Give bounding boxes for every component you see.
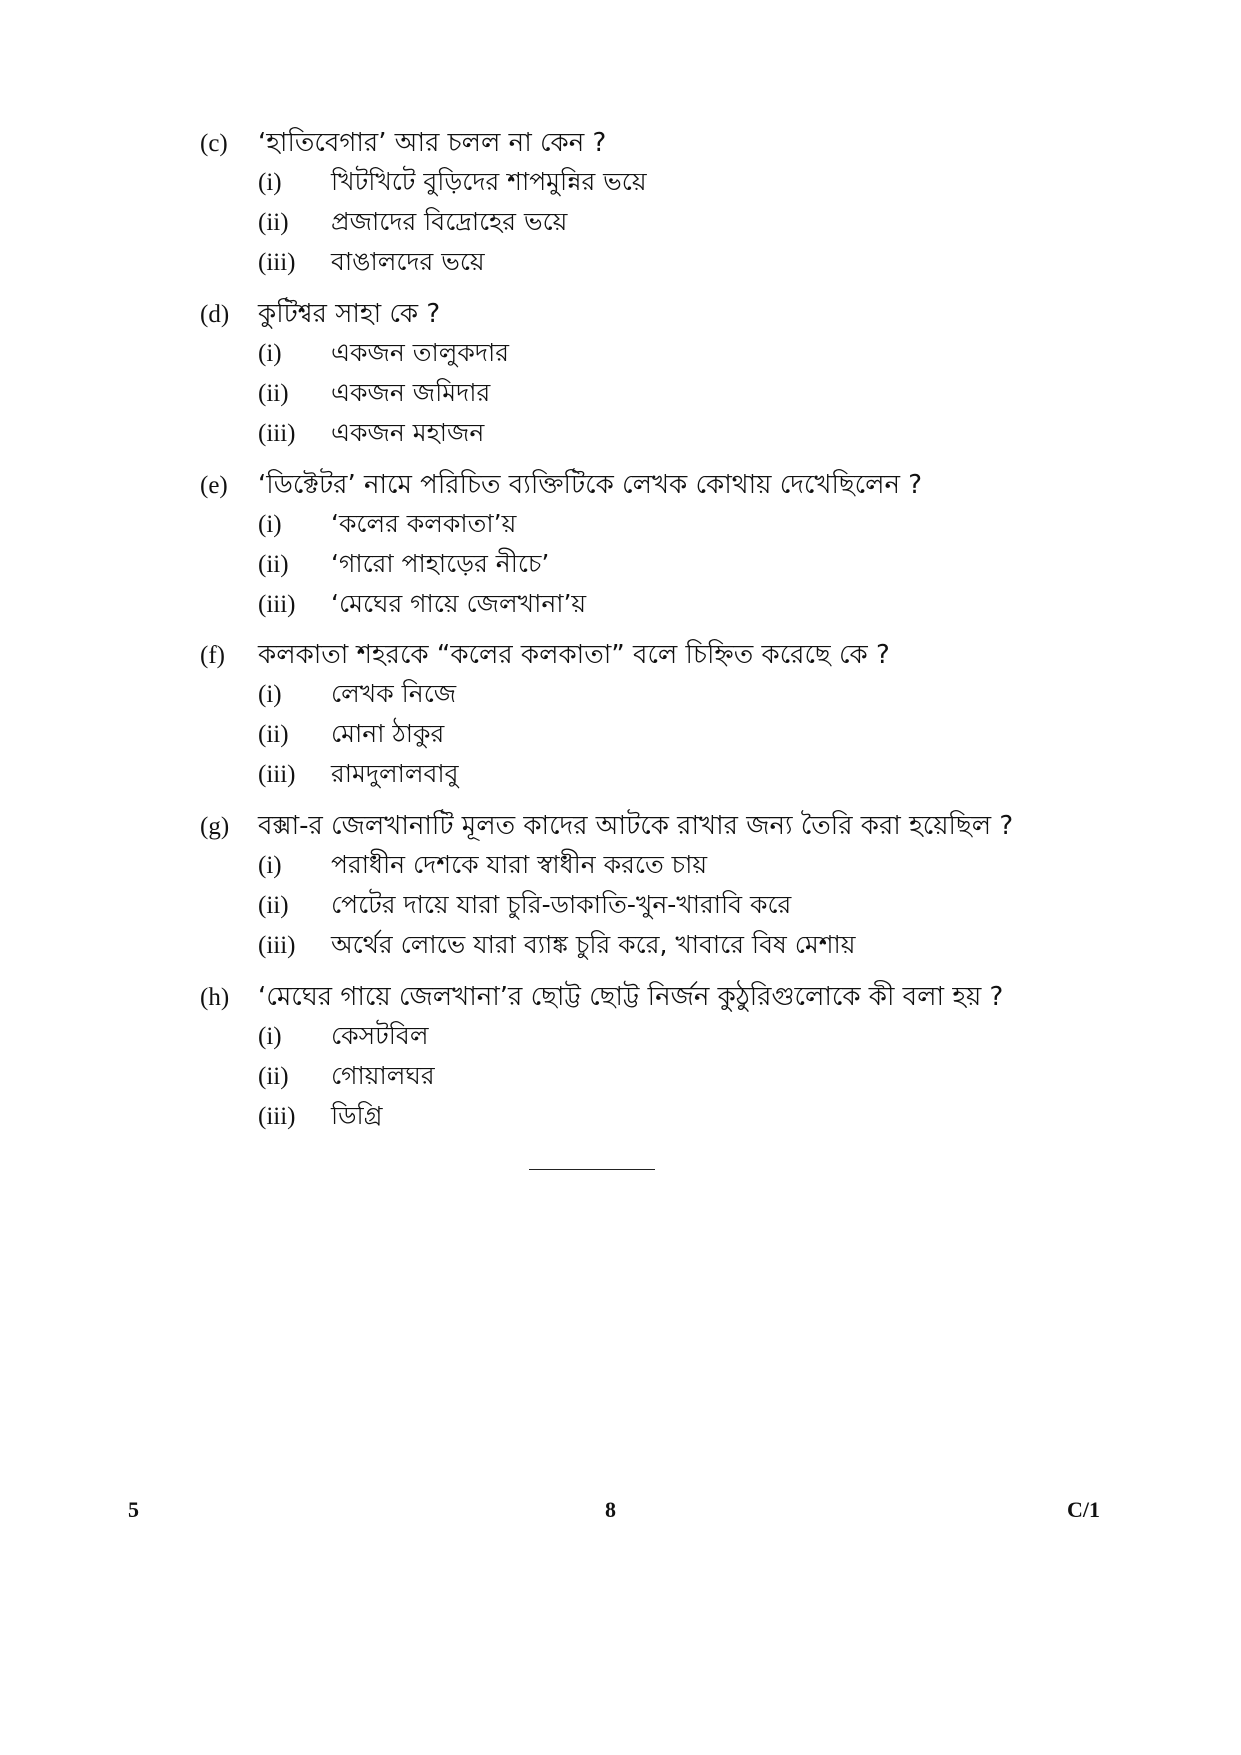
option-number: (ii) [258,551,289,578]
option-row [258,1096,1120,1136]
option-number: (iii) [258,1103,296,1130]
option-number: (i) [258,169,282,196]
option-text: ডিগ্রি [331,1101,383,1130]
question-block [200,634,1120,794]
option-text: লেখক নিজে [331,679,457,708]
question-text: বক্সা-র জেলখানাটি মূলত কাদের আটকে রাখার জন্য তৈরি করা হয়েছিল ? [258,811,1014,841]
option-text: কেসটবিল [331,1021,429,1050]
option-number: (ii) [258,209,289,236]
option-text: ‘গারো পাহাড়ের নীচে’ [331,549,550,578]
option-number: (i) [258,511,282,538]
section-end-rule [529,1169,655,1170]
question-row [200,293,1120,333]
option-row [258,584,1120,624]
option-number: (iii) [258,249,296,276]
option-number: (iii) [258,591,296,618]
option-number: (ii) [258,380,289,407]
option-text: গোয়ালঘর [331,1061,435,1090]
footer-right: C/1 [1067,1497,1100,1522]
option-row [258,714,1120,754]
option-number: (i) [258,681,282,708]
option-text: মোনা ঠাকুর [331,719,445,748]
question-text: ‘ডিক্টেটর’ নামে পরিচিত ব্যক্তিটিকে লেখক কোথায় দেখেছিলেন ? [258,470,923,500]
question-row [200,464,1120,504]
option-number: (i) [258,852,282,879]
option-number: (iii) [258,761,296,788]
question-text: ‘মেঘের গায়ে জেলখানা’র ছোট্ট ছোট্ট নির্জন কুঠুরিগুলোকে কী বলা হয় ? [258,982,1004,1012]
option-text: একজন জমিদার [331,378,491,407]
question-block [200,464,1120,624]
option-number: (i) [258,1023,282,1050]
footer-left: 5 [128,1497,139,1522]
option-row [258,242,1120,282]
option-row [258,504,1120,544]
question-text: কলকাতা শহরকে “কলের কলকাতা” বলে চিহ্নিত করেছে কে ? [258,640,890,670]
option-row [258,1056,1120,1096]
option-text: একজন তালুকদার [331,338,510,367]
question-row [200,976,1120,1016]
option-row [258,845,1120,885]
question-text: কুটিশ্বর সাহা কে ? [258,299,441,329]
option-text: বাঙালদের ভয়ে [331,247,485,276]
question-row [200,122,1120,162]
option-row [258,544,1120,584]
question-number: (g) [200,813,230,840]
option-text: একজন মহাজন [331,418,485,447]
question-number: (f) [200,642,225,669]
option-text: পেটের দায়ে যারা চুরি-ডাকাতি-খুন-খারাবি করে [331,890,792,919]
question-row [200,634,1120,674]
option-row [258,925,1120,965]
question-block [200,976,1120,1136]
option-text: পরাধীন দেশকে যারা স্বাধীন করতে চায় [331,850,708,879]
page-number: 8 [605,1497,616,1522]
option-text: রামদুলালবাবু [331,759,459,788]
option-row [258,754,1120,794]
option-number: (ii) [258,892,289,919]
option-row [258,1016,1120,1056]
question-row [200,805,1120,845]
question-block [200,122,1120,282]
question-number: (e) [200,472,228,499]
option-text: খিটখিটে বুড়িদের শাপমুন্নির ভয়ে [331,167,647,196]
option-number: (iii) [258,420,296,447]
option-text: প্রজাদের বিদ্রোহের ভয়ে [331,207,568,236]
question-block [200,293,1120,453]
option-text: ‘মেঘের গায়ে জেলখানা’য় [331,589,587,618]
question-number: (d) [200,301,230,328]
option-row [258,674,1120,714]
option-row [258,333,1120,373]
option-number: (ii) [258,1063,289,1090]
option-number: (i) [258,340,282,367]
question-block [200,805,1120,965]
option-row [258,202,1120,242]
option-row [258,885,1120,925]
option-text: ‘কলের কলকাতা’য় [331,509,517,538]
question-number: (h) [200,984,230,1011]
option-row [258,373,1120,413]
question-text: ‘হাতিবেগার’ আর চলল না কেন ? [258,128,607,158]
option-row [258,162,1120,202]
option-number: (ii) [258,721,289,748]
option-row [258,413,1120,453]
option-number: (iii) [258,932,296,959]
option-text: অর্থের লোভে যারা ব্যাঙ্ক চুরি করে, খাবারে বিষ মেশায় [331,930,856,959]
question-number: (c) [200,130,228,157]
